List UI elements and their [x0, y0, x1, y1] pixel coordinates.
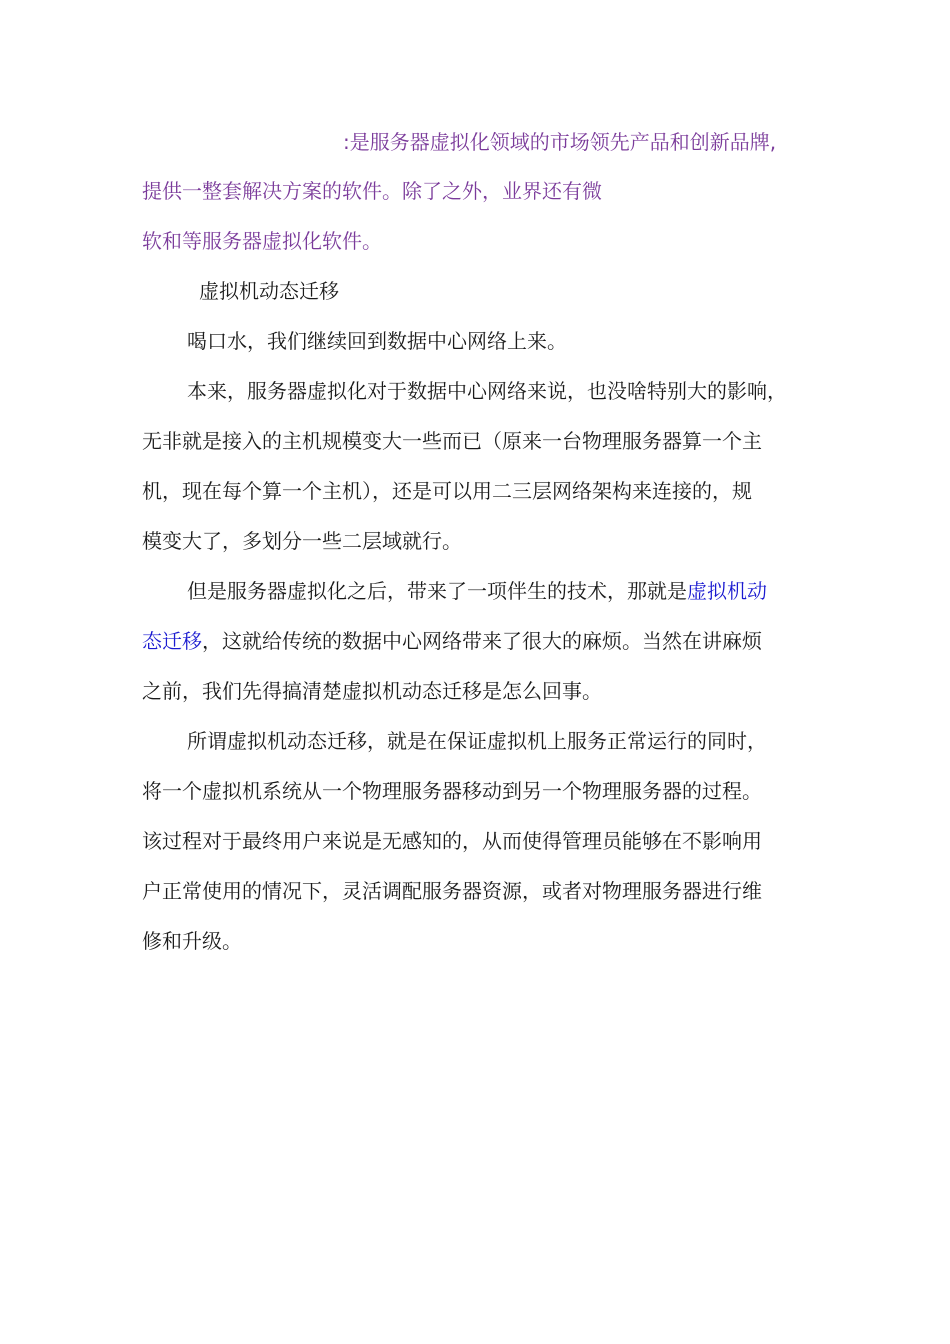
vm-live-migration-link-part-2[interactable]: 态迁移 — [142, 629, 202, 653]
intro-line-1: :是服务器虚拟化领域的市场领先产品和创新品牌, — [343, 130, 777, 154]
paragraph-4-line-2: 将一个虚拟机系统从一个物理服务器移动到另一个物理服务器的过程。 — [142, 779, 762, 803]
paragraph-2-line-3: 机，现在每个算一个主机），还是可以用二三层网络架构来连接的，规 — [142, 479, 752, 503]
paragraph-4-line-3: 该过程对于最终用户来说是无感知的，从而使得管理员能够在不影响用 — [142, 829, 762, 853]
section-title: 虚拟机动态迁移 — [199, 279, 339, 303]
paragraph-3-line-2 — [142, 627, 762, 655]
paragraph-2-line-2: 无非就是接入的主机规模变大一些而已（原来一台物理服务器算一个主 — [142, 429, 762, 453]
paragraph-3-line-2-text: ，这就给传统的数据中心网络带来了很大的麻烦。当然在讲麻烦 — [202, 629, 762, 653]
paragraph-3-line-3: 之前，我们先得搞清楚虚拟机动态迁移是怎么回事。 — [142, 679, 602, 703]
paragraph-3-line-1-text: 但是服务器虚拟化之后，带来了一项伴生的技术，那就是 — [187, 579, 687, 603]
paragraph-3-line-1 — [187, 577, 767, 605]
paragraph-4-line-5: 修和升级。 — [142, 929, 242, 953]
paragraph-4-line-4: 户正常使用的情况下，灵活调配服务器资源，或者对物理服务器进行维 — [142, 879, 762, 903]
intro-line-3: 软和等服务器虚拟化软件。 — [142, 229, 382, 253]
paragraph-2-line-4: 模变大了，多划分一些二层域就行。 — [142, 529, 462, 553]
vm-live-migration-link-part-1[interactable]: 虚拟机动 — [687, 579, 767, 603]
paragraph-1-line-1: 喝口水，我们继续回到数据中心网络上来。 — [187, 329, 567, 353]
paragraph-2-line-1: 本来，服务器虚拟化对于数据中心网络来说，也没啥特别大的影响， — [187, 379, 787, 403]
paragraph-4-line-1: 所谓虚拟机动态迁移，就是在保证虚拟机上服务正常运行的同时， — [187, 729, 767, 753]
intro-line-2: 提供一整套解决方案的软件。除了之外，业界还有微 — [142, 179, 602, 203]
